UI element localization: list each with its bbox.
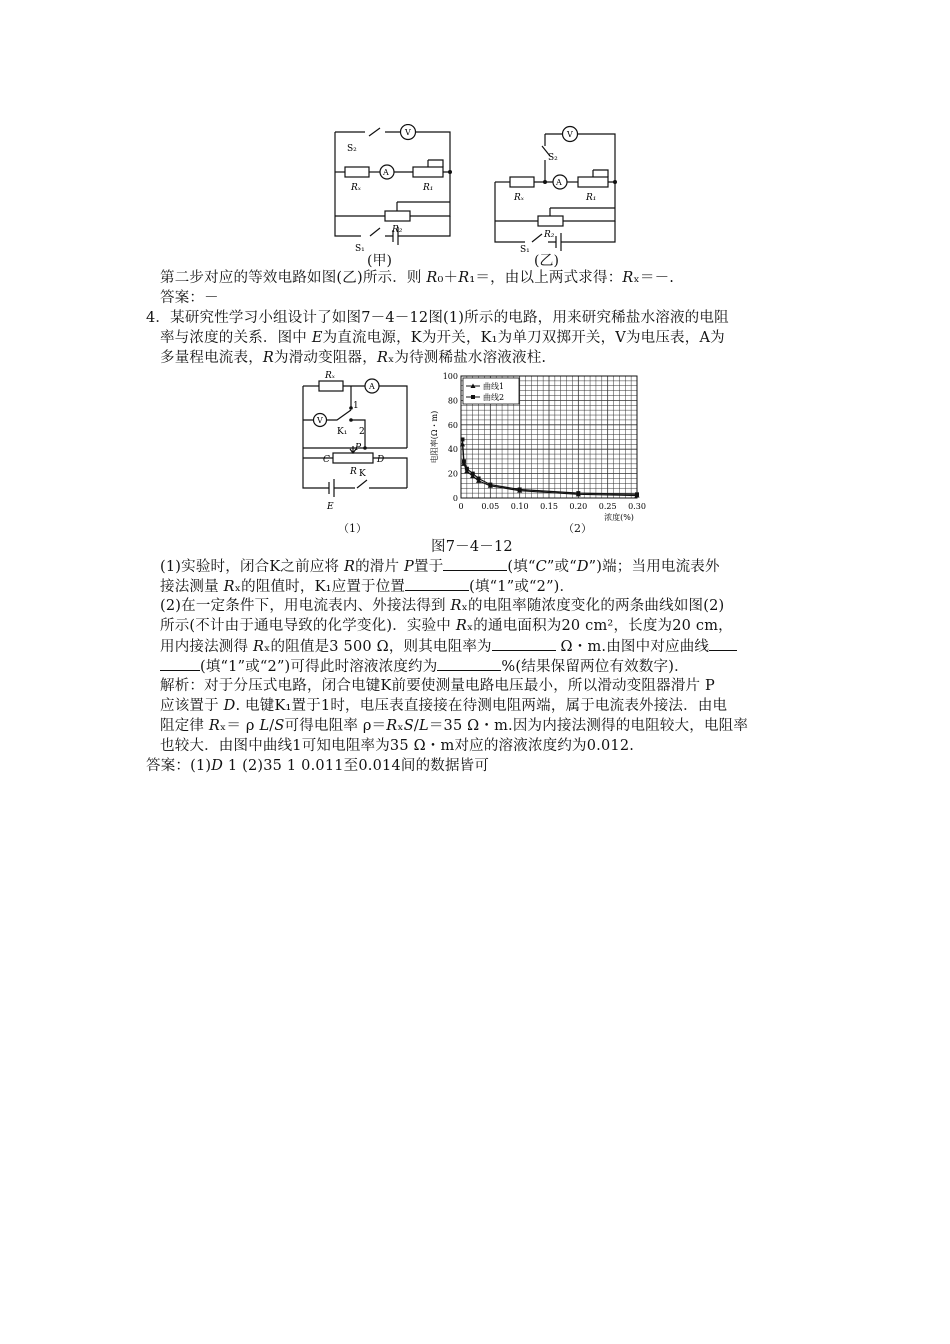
- y-tick-label: 80: [447, 396, 458, 406]
- rx-label: Rₓ: [514, 193, 524, 203]
- data-point-square: [477, 476, 481, 480]
- r1-label: R₁: [586, 193, 597, 203]
- resistivity-chart: [425, 368, 655, 530]
- question-4-line-2: 率与浓度的关系．图中 E为直流电源，K为开关，K₁为单刀双掷开关，V为电压表，A为: [160, 330, 725, 346]
- y-axis-label: 电阻率(Ω・m): [430, 410, 439, 464]
- question-2-line-3: 用内接法测得 Rₓ的阻值是3 500 Ω，则其电阻率为 Ω・m.由图中对应曲线: [160, 636, 737, 657]
- data-point-square: [471, 472, 475, 476]
- x-tick-label: 0.20: [569, 502, 588, 511]
- s2-label: S₂: [548, 153, 558, 163]
- circuit-jia-diagram: [325, 124, 465, 254]
- question-1-line-1: (1)实验时，闭合K之前应将 R的滑片 P置于 (填“C”或“D”)端；当用电流表外: [160, 556, 720, 577]
- data-point-square: [462, 459, 466, 463]
- circuit-1-diagram: [295, 370, 425, 515]
- k1-position-2: 2: [359, 427, 365, 437]
- x-tick-label: 0.05: [481, 502, 500, 511]
- fig1-caption: （1）: [338, 522, 367, 535]
- legend-label: 曲线1: [483, 382, 505, 391]
- solution-line-1: 解析：对于分压式电路，闭合电键K前要使测量电路电压最小，所以滑动变阻器滑片 P: [160, 678, 715, 694]
- y-tick-label: 40: [447, 445, 458, 455]
- fig2-caption: （2）: [563, 522, 592, 535]
- r2-label: R₂: [544, 230, 555, 240]
- solution-line-3: 阻定律 Rₓ＝ ρ L/S可得电阻率 ρ＝RₓS/L＝35 Ω・m.因为内接法测得的电阻较大，电阻率: [160, 718, 749, 734]
- equivalent-circuit-line: 第二步对应的等效电路如图(乙)所示．则 R₀＋R₁＝，由以上两式求得：Rₓ＝－.: [160, 270, 675, 286]
- answer-blank[interactable]: [160, 656, 200, 671]
- yi-caption: (乙): [534, 253, 559, 269]
- k-label: K: [359, 469, 366, 479]
- jia-caption: (甲): [367, 253, 392, 269]
- solution-line-2: 应该置于 D. 电键K₁置于1时，电压表直接接在待测电阻两端，属于电流表外接法．由电: [160, 698, 728, 714]
- y-tick-label: 60: [447, 420, 458, 430]
- e-label: E: [327, 502, 334, 512]
- voltmeter-label: V: [405, 128, 411, 137]
- ammeter-label: A: [383, 168, 389, 177]
- r-label: R: [350, 467, 357, 477]
- answer-blank[interactable]: [492, 636, 556, 651]
- x-tick-label: 0: [458, 502, 464, 511]
- answer-blank[interactable]: [443, 556, 507, 571]
- question-4-line-3: 多量程电流表，R为滑动变阻器，Rₓ为待测稀盐水溶液液柱.: [160, 350, 547, 366]
- voltmeter-label: V: [317, 416, 323, 425]
- data-point-square: [635, 492, 639, 496]
- y-tick-label: 100: [442, 372, 458, 381]
- y-tick-label: 20: [447, 469, 458, 479]
- question-1-line-2: 接法测量 Rₓ的阻值时，K₁应置于位置 (填“1”或“2”)．: [160, 576, 574, 597]
- answer-blank[interactable]: [437, 656, 501, 671]
- ammeter-label: A: [556, 178, 562, 187]
- series-line: [463, 444, 638, 495]
- solution-line-4: 也较大．由图中曲线1可知电阻率为35 Ω・m对应的溶液浓度约为0.012.: [160, 738, 635, 754]
- k1-label: K₁: [337, 427, 348, 437]
- k1-position-1: 1: [353, 401, 359, 411]
- legend-label: 曲线2: [483, 393, 505, 402]
- x-tick-label: 0.30: [628, 502, 646, 511]
- question-4-line-1: 4．某研究性学习小组设计了如图7－4－12图(1)所示的电路，用来研究稀盐水溶液的电阻: [146, 310, 729, 326]
- d-label: D: [377, 455, 385, 465]
- s2-label: S₂: [347, 144, 357, 154]
- x-axis-label: 浓度(%): [604, 513, 634, 522]
- x-tick-label: 0.10: [510, 502, 529, 511]
- r1-label: R₁: [423, 183, 434, 193]
- figure-caption: 图7－4－12: [431, 539, 513, 555]
- legend-marker-square: [471, 395, 475, 399]
- answer-blank[interactable]: [405, 576, 469, 591]
- data-point-square: [465, 467, 469, 471]
- question-2-line-2: 所示(不计由于通电导致的化学变化)．实验中 Rₓ的通电面积为20 cm²，长度为20 cm，: [160, 618, 733, 634]
- data-point-square: [518, 487, 522, 491]
- y-tick-label: 0: [452, 494, 458, 503]
- data-point-square: [460, 437, 464, 441]
- answer-line-4: 答案：(1)D 1 (2)35 1 0.011至0.014间的数据皆可: [146, 758, 490, 774]
- s1-label: S₁: [520, 245, 530, 254]
- p-label: P: [355, 443, 362, 453]
- question-2-line-1: (2)在一定条件下，用电流表内、外接法得到 Rₓ的电阻率随浓度变化的两条曲线如图(2): [160, 598, 725, 614]
- question-2-line-4: (填“1”或“2”)可得此时溶液浓度约为 %(结果保留两位有效数字)．: [160, 656, 689, 677]
- data-point-square: [576, 491, 580, 495]
- x-tick-label: 0.15: [540, 502, 558, 511]
- answer-blank[interactable]: [709, 636, 737, 651]
- answer-line-3: 答案：－: [160, 290, 219, 306]
- ammeter-label: A: [369, 382, 375, 391]
- c-label: C: [323, 455, 330, 465]
- rx-label: Rₓ: [351, 183, 361, 193]
- s1-label: S₁: [355, 244, 365, 254]
- circuit-yi-diagram: [490, 124, 630, 254]
- voltmeter-label: V: [567, 130, 573, 139]
- r2-label: R₂: [392, 225, 403, 235]
- rx-label: Rₓ: [325, 371, 335, 381]
- x-tick-label: 0.25: [598, 502, 617, 511]
- data-point-square: [488, 483, 492, 487]
